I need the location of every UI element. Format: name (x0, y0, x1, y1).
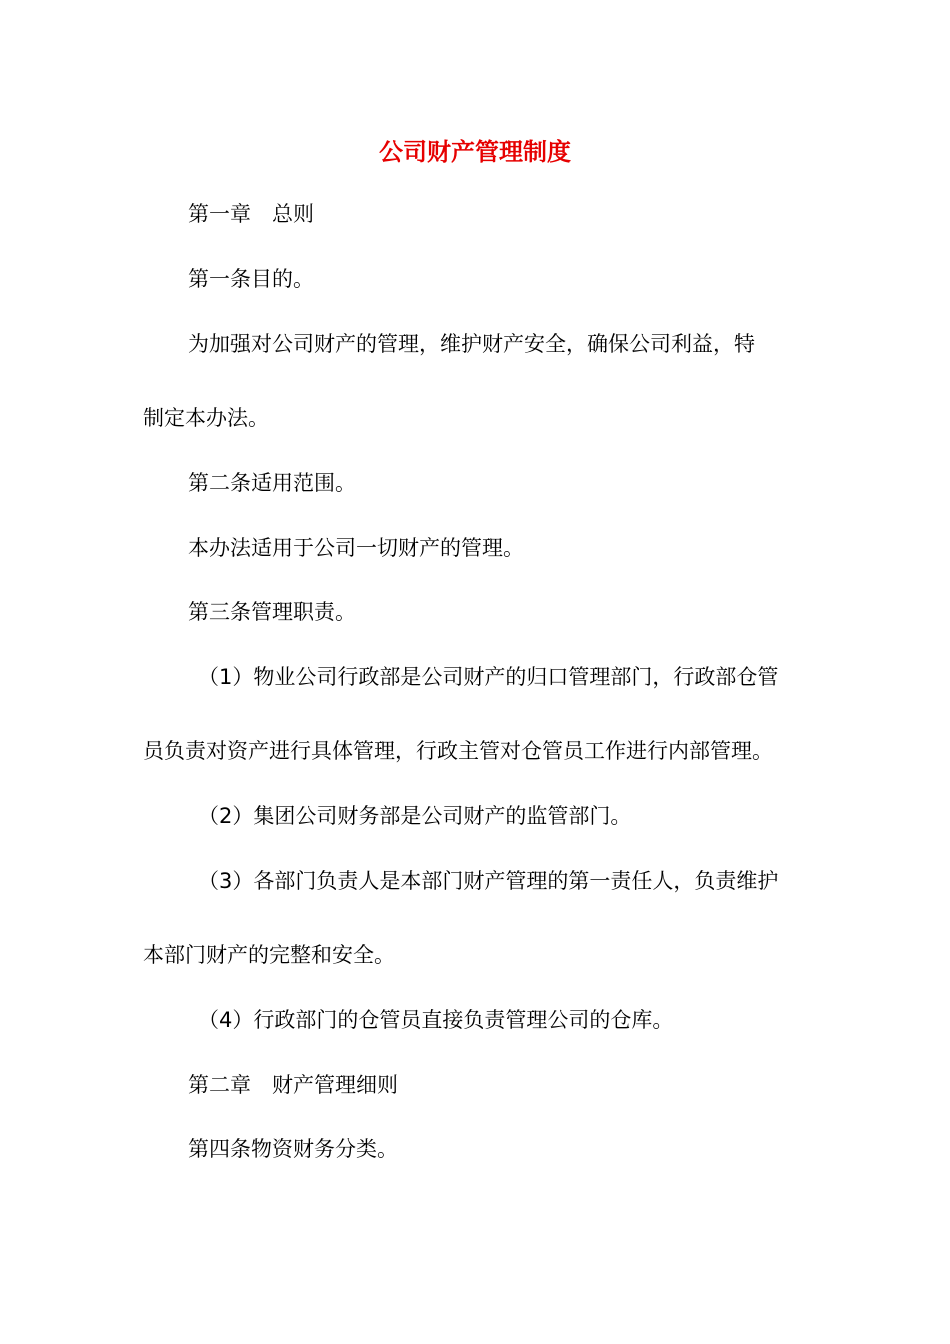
document-title: 公司财产管理制度 (379, 138, 571, 166)
paragraph-line: 本办法适用于公司一切财产的管理。 (188, 536, 524, 560)
article-heading: 第二条适用范围。 (188, 471, 356, 495)
paragraph-line: 员负责对资产进行具体管理，行政主管对仓管员工作进行内部管理。 (143, 739, 773, 763)
list-item: （4）行政部门的仓管员直接负责管理公司的仓库。 (198, 1008, 674, 1032)
chapter-heading: 第一章 总则 (188, 202, 314, 226)
paragraph-line: 制定本办法。 (143, 406, 269, 430)
article-heading: 第一条目的。 (188, 267, 314, 291)
list-item: （2）集团公司财务部是公司财产的监管部门。 (198, 804, 632, 828)
article-heading: 第三条管理职责。 (188, 600, 356, 624)
article-heading: 第四条物资财务分类。 (188, 1137, 398, 1161)
paragraph-line: 本部门财产的完整和安全。 (143, 943, 395, 967)
chapter-heading: 第二章 财产管理细则 (188, 1073, 398, 1097)
paragraph-line: 为加强对公司财产的管理，维护财产安全，确保公司利益，特 (188, 332, 755, 356)
list-item: （3）各部门负责人是本部门财产管理的第一责任人，负责维护 (198, 869, 779, 893)
list-item: （1）物业公司行政部是公司财产的归口管理部门，行政部仓管 (198, 665, 779, 689)
